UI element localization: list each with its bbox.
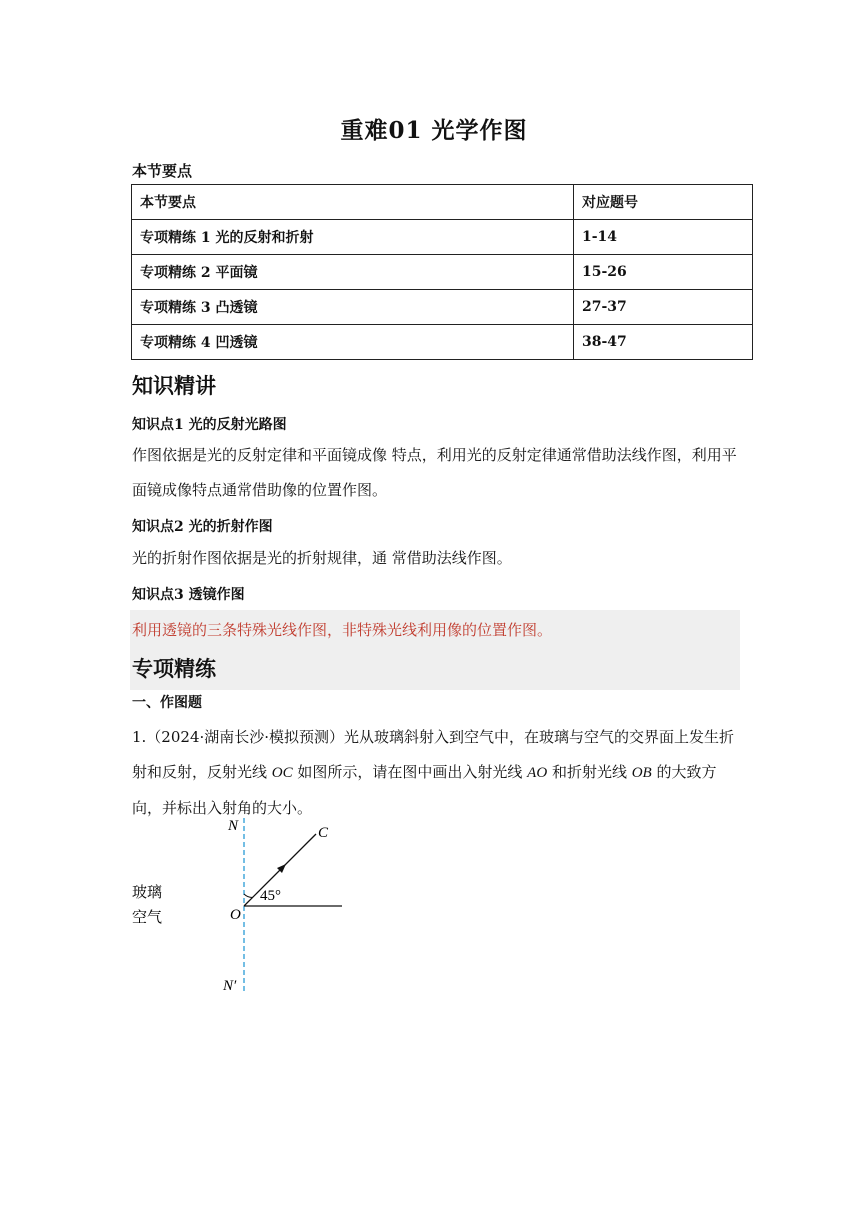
table-row bbox=[132, 255, 753, 290]
label-o: O bbox=[230, 907, 241, 923]
label-glass: 玻璃 bbox=[132, 883, 163, 901]
table-cell: 专项精练 2 平面镜 bbox=[132, 255, 574, 290]
table-cell: 专项精练 3 凸透镜 bbox=[132, 290, 574, 325]
table-cell: 27-37 bbox=[574, 290, 753, 325]
q1-mid2: 和折射光线 bbox=[547, 763, 632, 781]
table-row bbox=[132, 220, 753, 255]
table-header: 对应题号 bbox=[574, 185, 753, 220]
q1-mid1: 如图所示，请在图中画出入射光线 bbox=[292, 763, 528, 781]
q1-ao: AO bbox=[527, 765, 548, 781]
page-title: 重难01 光学作图 bbox=[340, 117, 528, 144]
optics-diagram bbox=[120, 810, 360, 1000]
table-cell: 专项精练 1 光的反射和折射 bbox=[132, 220, 574, 255]
practice-subheading: 一、作图题 bbox=[132, 695, 202, 711]
table-header-row bbox=[132, 185, 753, 220]
table-cell: 1-14 bbox=[574, 220, 753, 255]
kp1-text: 作图依据是光的反射定律和平面镜成像 特点，利用光的反射定律通常借助法线作图，利用平 面镜成像特点通常借助像的位置作图。 bbox=[132, 446, 737, 499]
kp3-title: 知识点3 透镜作图 bbox=[132, 587, 245, 603]
label-angle: 45° bbox=[260, 888, 281, 904]
section-label: 本节要点 bbox=[132, 162, 193, 180]
kp2-title: 知识点2 光的折射作图 bbox=[132, 519, 273, 535]
table-row bbox=[132, 290, 753, 325]
table-header: 本节要点 bbox=[132, 185, 574, 220]
angle-arc bbox=[244, 894, 253, 898]
label-n: N bbox=[228, 818, 239, 834]
label-c: C bbox=[318, 825, 329, 841]
kp1-title: 知识点1 光的反射光路图 bbox=[132, 417, 287, 433]
q1-oc: OC bbox=[271, 765, 293, 781]
table-row bbox=[132, 325, 753, 360]
kp3-text: 利用透镜的三条特殊光线作图，非特殊光线利用像的位置作图。 bbox=[132, 621, 553, 639]
key-points-table bbox=[131, 184, 753, 360]
table-cell: 专项精练 4 凹透镜 bbox=[132, 325, 574, 360]
table-cell: 38-47 bbox=[574, 325, 753, 360]
q1-prefix: 1.（2024·湖南长沙·模拟预测）光从玻璃斜射入到空气中，在玻璃与空气的交界面上发生折射和反射，反射光线 bbox=[132, 728, 735, 781]
q1-suffix: 的大致方向，并标出入射角的大小。 bbox=[132, 763, 717, 817]
label-n-prime: N′ bbox=[223, 978, 237, 994]
q1-ob: OB bbox=[631, 765, 652, 781]
table-cell: 15-26 bbox=[574, 255, 753, 290]
label-air: 空气 bbox=[132, 908, 163, 926]
knowledge-heading: 知识精讲 bbox=[132, 373, 216, 398]
practice-heading: 专项精练 bbox=[132, 656, 216, 681]
kp2-text: 光的折射作图依据是光的折射规律，通 常借助法线作图。 bbox=[132, 549, 512, 567]
